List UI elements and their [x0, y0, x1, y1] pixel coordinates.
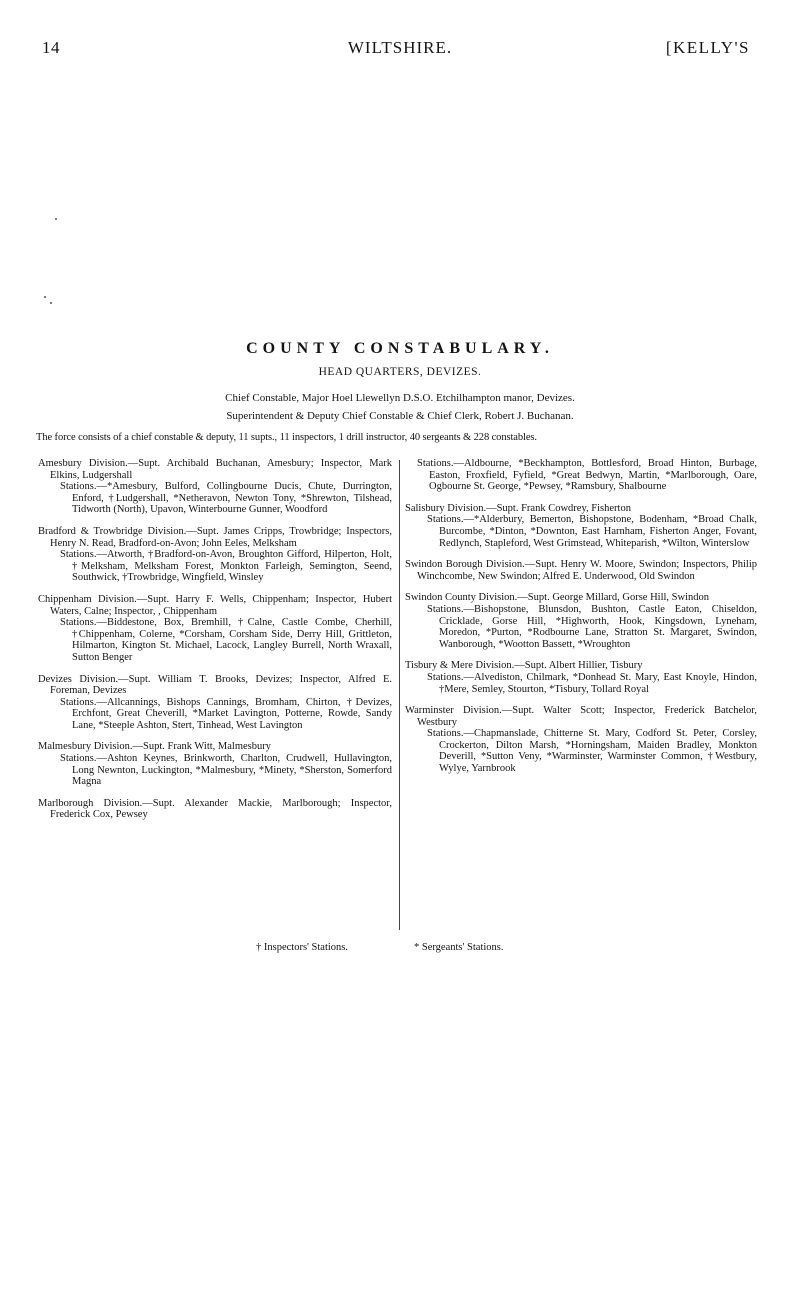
scan-speck	[55, 218, 57, 220]
footnote-sergeants-stations: * Sergeants' Stations.	[414, 942, 504, 953]
division-entry-tisbury-mere	[405, 660, 757, 695]
division-entry-devizes	[38, 674, 392, 732]
division-entry-chippenham	[38, 594, 392, 664]
division-entry-swindon-county	[405, 592, 757, 650]
publisher-mark: [KELLY'S	[665, 38, 750, 57]
division-heading: Swindon Borough Division.—Supt. Henry W. Moore, Swindon; Inspectors, Philip Winchcombe, New Swindon; Alfred E. Underwood, Old Swindon	[405, 559, 757, 582]
division-stations: Stations.—Alvediston, Chilmark, *Donhead St. Mary, East Knoyle, Hindon, †Mere, Semley, Stourton, *Tisbury, Tollard Royal	[427, 671, 757, 695]
scan-speck	[44, 296, 46, 298]
division-entry-bradford-trowbridge	[38, 526, 392, 584]
division-stations: Stations.—Aldbourne, *Beckhampton, Bottlesford, Broad Hinton, Burbage, Easton, Froxfield, Fyfield, *Great Bedwyn, Martin, *Marlborough, Oare, Ogbourne St. George, *Pewsey, *Ramsbury, Shalbourne	[417, 458, 757, 493]
division-entry-warminster	[405, 705, 757, 775]
superintendent-line: Superintendent & Deputy Chief Constable & Chief Clerk, Robert J. Buchanan.	[226, 410, 574, 422]
division-stations: Stations.—Bishopstone, Blunsdon, Bushton, Castle Eaton, Chiseldon, Cricklade, Gorse Hill, *Highworth, Hook, Kingsdown, Lyneham, Moredon, *Purton, *Rodbourne Lane, Stratton St. Margaret, Swindon, Wanborough, *Wootton Bassett, *Wroughton	[427, 603, 757, 650]
section-subtitle: HEAD QUARTERS, DEVIZES.	[318, 366, 482, 378]
division-stations: Stations.—*Alderbury, Bemerton, Bishopstone, Bodenham, *Broad Chalk, Burcombe, *Dinton, *Downton, East Harnham, Fisherton Anger, Fovant, Redlynch, Stapleford, West Grimstead, Whiteparish, *Wilton, Winterslow	[427, 514, 757, 549]
division-stations: Stations.—*Amesbury, Bulford, Collingbourne Ducis, Chute, Durrington, Enford, †Ludgershall, *Netheravon, Newton Tony, *Shrewton, Tilshead, Tidworth (North), Upavon, Winterbourne Gunner, Woodford	[60, 481, 392, 516]
force-composition-note: The force consists of a chief constable & deputy, 11 supts., 11 inspectors, 1 drill instructor, 40 sergeants & 228 constables.	[36, 432, 537, 443]
division-stations: Stations.—Atworth, †Bradford-on-Avon, Broughton Gifford, Hilperton, Holt, †Melksham, Melksham Forest, Monkton Farleigh, Semington, Seend, Southwick, †Trowbridge, Wingfield, Winsley	[60, 549, 392, 584]
division-entry-salisbury	[405, 503, 757, 549]
page-number: 14	[42, 38, 60, 57]
division-heading: Salisbury Division.—Supt. Frank Cowdrey, Fisherton	[405, 502, 631, 514]
division-entry-marlborough	[38, 798, 392, 821]
division-heading: Marlborough Division.—Supt. Alexander Mackie, Marlborough; Inspector, Frederick Cox, Pewsey	[38, 797, 392, 821]
division-entry-malmesbury	[38, 741, 392, 787]
division-heading: Swindon County Division.—Supt. George Millard, Gorse Hill, Swindon	[405, 592, 710, 604]
scan-speck	[50, 302, 52, 304]
footnote-inspectors-stations: † Inspectors' Stations.	[256, 942, 349, 953]
division-heading: Bradford & Trowbridge Division.—Supt. James Cripps, Trowbridge; Inspectors, Henry N. Read, Bradford-on-Avon; John Eeles, Melksham	[38, 525, 392, 549]
division-heading: Malmesbury Division.—Supt. Frank Witt, Malmesbury	[38, 741, 271, 753]
division-heading: Tisbury & Mere Division.—Supt. Albert Hillier, Tisbury	[405, 660, 643, 672]
section-title: COUNTY CONSTABULARY.	[246, 340, 554, 357]
division-heading: Amesbury Division.—Supt. Archibald Buchanan, Amesbury; Inspector, Mark Elkins, Ludgershall	[38, 458, 392, 481]
division-entry-swindon-borough	[405, 559, 757, 582]
division-heading: Chippenham Division.—Supt. Harry F. Wells, Chippenham; Inspector, Hubert Waters, Calne; Inspector, , Chippenham	[38, 593, 392, 617]
division-entry-amesbury	[38, 458, 392, 516]
division-stations: Stations.—Chapmanslade, Chitterne St. Mary, Codford St. Peter, Corsley, Crockerton, Dilton Marsh, *Horningsham, Maiden Bradley, Monkton Deverill, *Sutton Veny, *Warminster, Warminster Common, †Westbury, Wylye, Yarnbrook	[427, 728, 757, 775]
division-entry-marlborough-continued	[405, 458, 757, 493]
division-stations: Stations.—Ashton Keynes, Brinkworth, Charlton, Crudwell, Hullavington, Long Newnton, Luckington, *Malmesbury, *Minety, *Sherston, Somerford Magna	[60, 753, 392, 788]
left-column	[38, 458, 392, 831]
division-heading: Warminster Division.—Supt. Walter Scott; Inspector, Frederick Batchelor, Westbury	[405, 705, 757, 728]
right-column	[405, 458, 757, 785]
running-title: WILTSHIRE.	[347, 38, 453, 57]
chief-constable-line: Chief Constable, Major Hoel Llewellyn D.S.O. Etchilhampton manor, Devizes.	[225, 392, 575, 404]
division-stations: Stations.—Allcannings, Bishops Cannings, Bromham, Chirton, †Devizes, Erchfont, Great Cheverill, *Market Lavington, Potterne, Rowde, Sandy Lane, *Steeple Ashton, Stert, Tinhead, West Lavington	[60, 696, 392, 731]
column-divider	[399, 460, 400, 930]
division-stations: Stations.—Biddestone, Box, Bremhill, †Calne, Castle Combe, Cherhill, †Chippenham, Colerne, *Corsham, Corsham Side, Derry Hill, Grittleton, Hilmarton, Kington St. Michael, Lacock, Langley Burrell, North Wraxall, Sutton Benger	[60, 617, 392, 663]
division-heading: Devizes Division.—Supt. William T. Brooks, Devizes; Inspector, Alfred E. Foreman, Devizes	[38, 673, 392, 697]
